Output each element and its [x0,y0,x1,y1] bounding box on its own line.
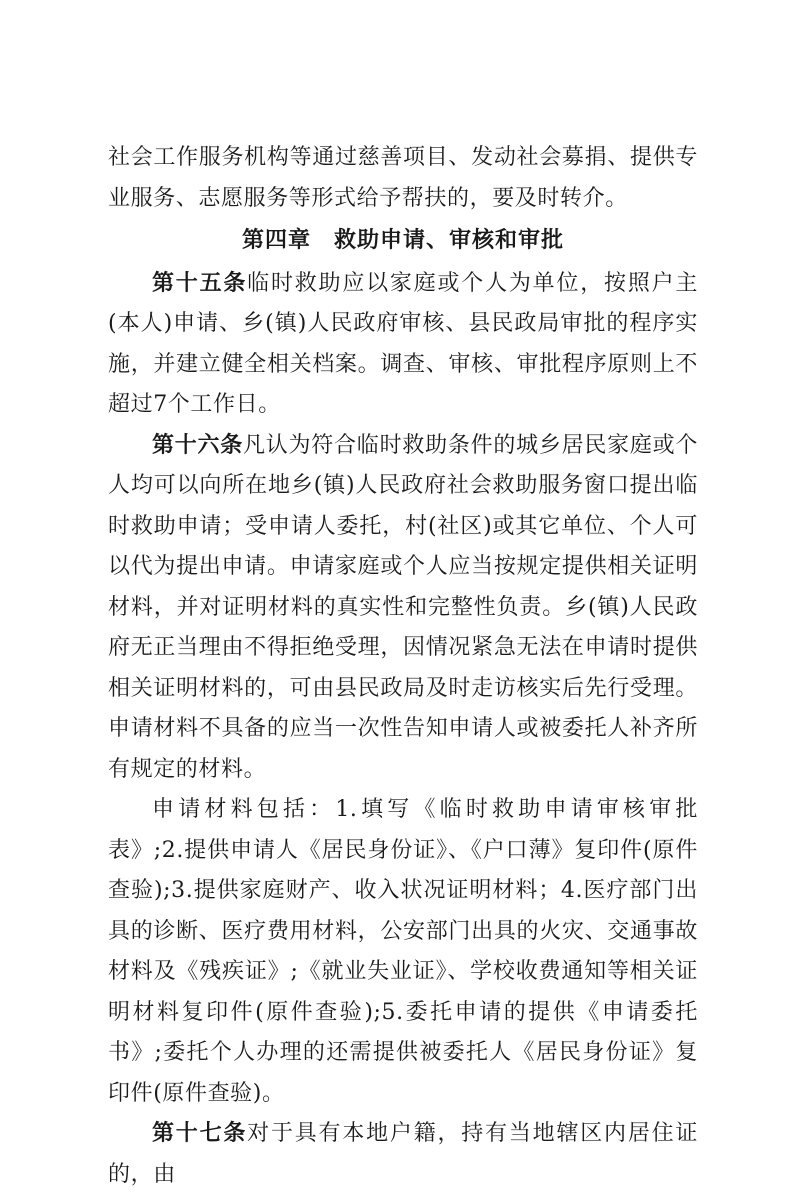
materials-paragraph: 申请材料包括：1.填写《临时救助申请审核审批表》;2.提供申请人《居民身份证》、《户口薄》复印件(原件查验);3.提供家庭财产、收入状况证明材料；4.医疗部门出具的诊断、医疗费用材料，公安部门出具的火灾、交通事故材料及《残疾证》;《就业失业证》、学校收费通知等相关证明材料复印件(原件查验);5.委托申请的提供《申请委托书》;委托个人办理的还需提供被委托人《居民身份证》复印件(原件查验)。 [108,797,698,1106]
chapter-heading: 第四章 救助申请、审核和审批 [241,228,564,253]
article-16-number: 第十六条 [152,432,244,458]
article-17-text: 对于具有本地户籍，持有当地辖区内居住证的，由 [108,1121,698,1187]
article-16-text: 凡认为符合临时救助条件的城乡居民家庭或个人均可以向所在地乡(镇)人民政府社会救助服务窗口提出临时救助申请；受申请人委托，村(社区)或其它单位、个人可以代为提出申请。申请家庭或个人应当按规定提供相关证明材料，并对证明材料的真实性和完整性负责。乡(镇)人民政府无正当理由不得拒绝受理，因情况紧急无法在申请时提供相关证明材料的，可由县民政局及时走访核实后先行受理。申请材料不具备的应当一次性告知申请人或被委托人补齐所有规定的材料。 [108,432,698,782]
article-15-text: 临时救助应以家庭或个人为单位，按照户主(本人)申请、乡(镇)人民政府审核、县民政局审批的程序实施，并建立健全相关档案。调查、审核、审批程序原则上不超过7个工作日。 [108,270,698,417]
article-15-number: 第十五条 [152,270,248,296]
document-body [108,138,698,1195]
article-17-paragraph [108,1114,698,1195]
continuation-paragraph: 社会工作服务机构等通过慈善项目、发动社会募捐、提供专业服务、志愿服务等形式给予帮扶的，要及时转介。 [108,145,698,211]
article-17-number: 第十七条 [152,1121,248,1146]
article-15-paragraph [108,264,698,426]
article-16-paragraph [108,426,698,791]
